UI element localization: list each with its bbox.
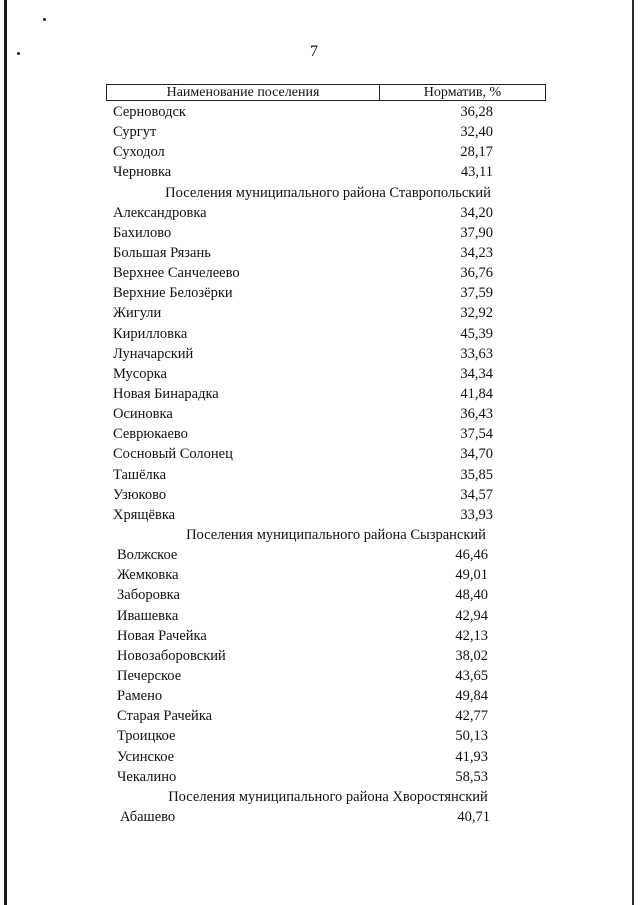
table-row [0, 223, 640, 243]
table-body [0, 102, 640, 827]
norm-value: 42,77 [455, 708, 488, 725]
table-row [0, 726, 640, 746]
norm-value: 48,40 [455, 587, 488, 604]
norm-value: 36,76 [460, 265, 493, 282]
settlement-name: Рамено [117, 688, 163, 705]
norm-value: 58,53 [455, 768, 488, 785]
norm-value: 36,28 [460, 104, 493, 120]
table-row [0, 666, 640, 686]
settlement-name: Бахилово [113, 224, 172, 241]
table-row [0, 565, 640, 585]
norm-value: 43,65 [455, 667, 488, 684]
norm-value: 50,13 [455, 728, 488, 745]
norm-value: 41,93 [455, 748, 488, 765]
settlement-name: Чекалино [117, 768, 177, 785]
table-row [0, 626, 640, 646]
header-norm-percent: Норматив, % [423, 85, 502, 100]
norm-value: 49,01 [455, 567, 488, 584]
settlement-name: Ивашевка [117, 607, 179, 624]
table-row [0, 364, 640, 384]
table-row [0, 404, 640, 424]
settlement-name: Новая Рачейка [117, 627, 207, 644]
settlement-name: Ташёлка [113, 466, 167, 483]
settlement-name: Жемковка [117, 567, 179, 584]
norm-value: 45,39 [460, 325, 493, 342]
settlement-name: Верхнее Санчелеево [113, 265, 240, 282]
section-heading [0, 525, 640, 545]
norm-value: 34,23 [460, 244, 493, 261]
table-row [0, 646, 640, 666]
settlement-name: Волжское [117, 547, 178, 564]
norm-value: 43,11 [460, 164, 493, 181]
norm-value: 34,20 [460, 204, 493, 221]
settlement-name: Черновка [113, 164, 172, 181]
section-title: Поселения муниципального района Сызранский [186, 526, 486, 543]
settlement-name: Александровка [113, 204, 207, 221]
norm-value: 32,40 [460, 124, 493, 141]
settlement-name: Печерское [117, 667, 182, 684]
settlement-name: Серноводск [113, 104, 186, 120]
table-row [0, 606, 640, 626]
table-row [0, 585, 640, 605]
settlement-name: Кирилловка [113, 325, 188, 342]
settlement-name: Жигули [113, 305, 162, 322]
scan-speck [43, 18, 46, 21]
section-title: Поселения муниципального района Ставропольский [165, 184, 491, 201]
table-row [0, 424, 640, 444]
settlement-name: Хрящёвка [113, 506, 176, 523]
table-row [0, 283, 640, 303]
table-row [0, 767, 640, 787]
settlement-name: Мусорка [113, 365, 167, 382]
norm-value: 49,84 [455, 688, 488, 705]
norm-value: 46,46 [455, 547, 488, 564]
settlement-name: Луначарский [113, 345, 194, 362]
table-row [0, 444, 640, 464]
norm-value: 36,43 [460, 406, 493, 423]
norm-value: 28,17 [460, 144, 493, 161]
norm-value: 32,92 [460, 305, 493, 322]
table-row [0, 384, 640, 404]
table-row [0, 203, 640, 223]
norm-value: 37,59 [460, 285, 493, 302]
norm-value: 34,57 [460, 486, 493, 503]
table-row [0, 303, 640, 323]
table-row [0, 706, 640, 726]
norm-value: 42,13 [455, 627, 488, 644]
table-row [0, 142, 640, 162]
table-row [0, 263, 640, 283]
table-row [0, 545, 640, 565]
table-row [0, 344, 640, 364]
section-title: Поселения муниципального района Хворостянский [168, 788, 488, 805]
settlement-name: Новозаборовский [117, 647, 226, 664]
norm-value: 34,34 [460, 365, 493, 382]
norm-value: 40,71 [457, 808, 490, 825]
table-row [0, 243, 640, 263]
norm-value: 37,90 [460, 224, 493, 241]
table-row [0, 807, 640, 827]
settlement-name: Большая Рязань [113, 244, 211, 261]
page-number: 7 [310, 43, 318, 60]
table-row [0, 324, 640, 344]
settlement-name: Абашево [120, 808, 176, 825]
header-settlement-name: Наименование поселения [107, 85, 380, 100]
norm-value: 38,02 [455, 647, 488, 664]
settlement-name: Троицкое [117, 728, 176, 745]
settlement-name: Сосновый Солонец [113, 446, 233, 463]
settlement-name: Суходол [113, 144, 165, 161]
section-heading [0, 183, 640, 203]
scan-speck [17, 52, 20, 55]
settlement-name: Заборовка [117, 587, 180, 604]
norm-value: 42,94 [455, 607, 488, 624]
settlement-name: Сургут [113, 124, 157, 141]
norm-value: 33,63 [460, 345, 493, 362]
table-header [106, 84, 546, 101]
settlement-name: Осиновка [113, 406, 173, 423]
norm-value: 33,93 [460, 506, 493, 523]
norm-value: 37,54 [460, 426, 493, 443]
table-row [0, 122, 640, 142]
table-row [0, 102, 640, 122]
norm-value: 41,84 [460, 385, 493, 402]
table-row [0, 465, 640, 485]
settlement-name: Узюково [113, 486, 167, 503]
section-heading [0, 787, 640, 807]
table-row [0, 162, 640, 182]
settlement-name: Верхние Белозёрки [113, 285, 233, 302]
settlement-name: Новая Бинарадка [113, 385, 219, 402]
settlement-name: Севрюкаево [113, 426, 188, 443]
table-row [0, 485, 640, 505]
settlement-name: Усинское [117, 748, 175, 765]
table-row [0, 505, 640, 525]
table-row [0, 747, 640, 767]
settlement-name: Старая Рачейка [117, 708, 213, 725]
norm-value: 35,85 [460, 466, 493, 483]
norm-value: 34,70 [460, 446, 493, 463]
table-row [0, 686, 640, 706]
